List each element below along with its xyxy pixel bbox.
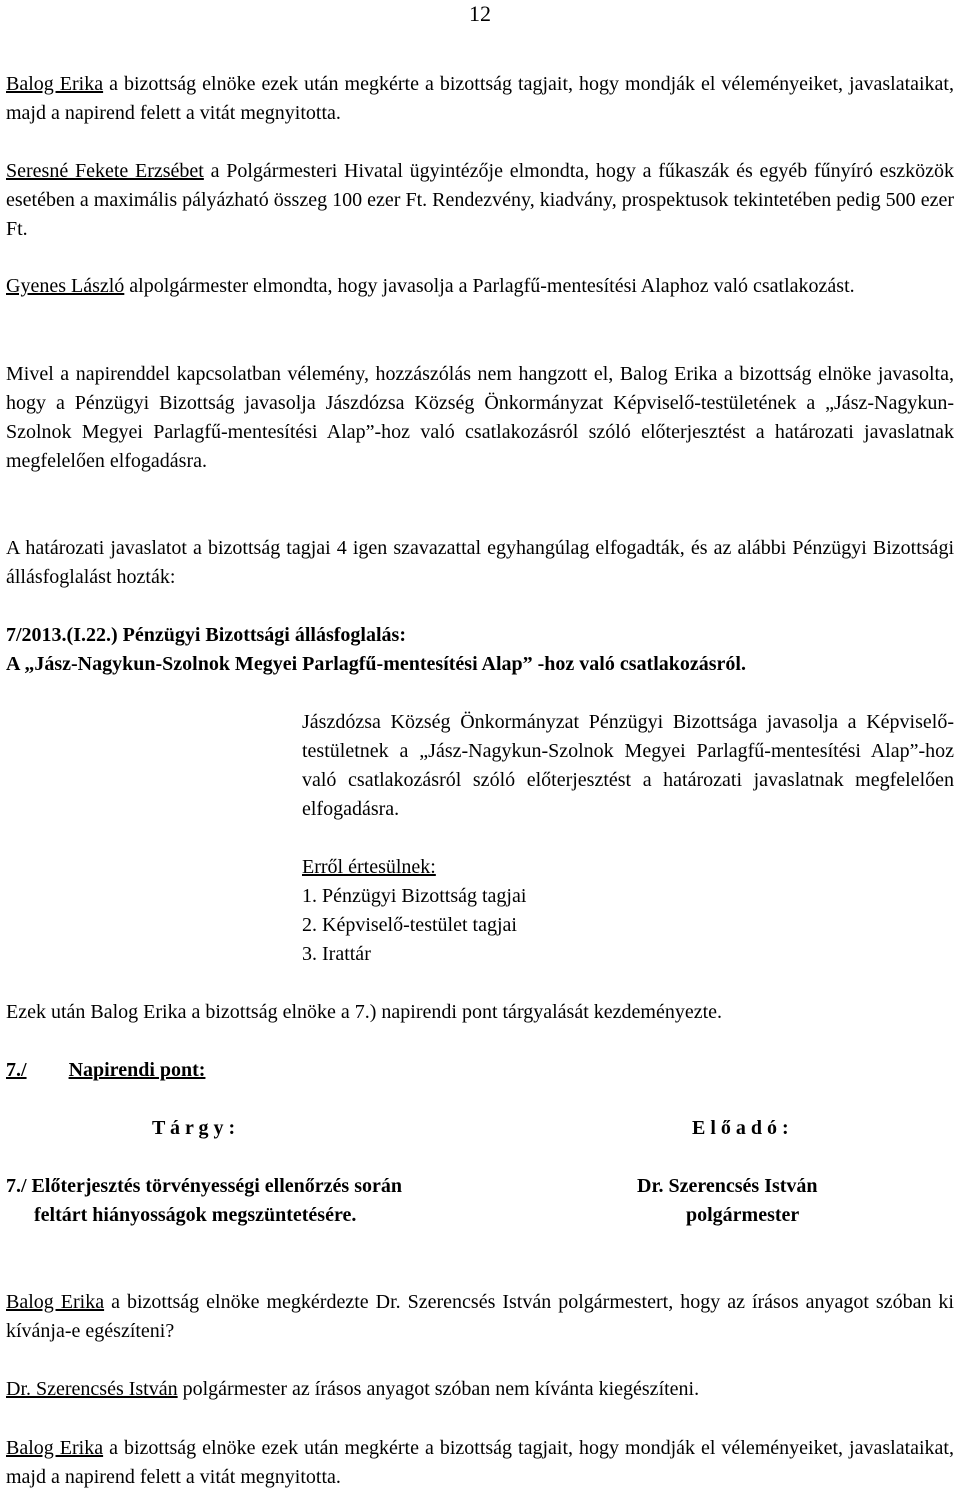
paragraph-2 [6, 157, 954, 244]
paragraph-text: a bizottság elnöke megkérdezte Dr. Szerencsés István polgármestert, hogy az írásos anyagot szóban ki kívánja-e egészíteni? [6, 1291, 954, 1342]
speaker-name: Dr. Szerencsés István [6, 1378, 178, 1400]
paragraph-5 [6, 534, 954, 592]
paragraph-6 [6, 998, 954, 1027]
paragraph-text: Mivel a napirenddel kapcsolatban vélemény, hozzászólás nem hangzott el, Balog Erika a bizottság elnöke javasolta, hogy a Pénzügyi Bizottság javasolja Jászdózsa Község Önkormányzat Képviselő-testületének a „Jász-Nagykun-Szolnok Megyei Parlagfű-mentesítési Alap”-hoz való csatlakozásról szóló előterjesztést a határozati javaslatnak megfelelően elfogadásra. [6, 363, 954, 472]
subject-line-1: 7./ Előterjesztés törvényességi ellenőrzés során [6, 1175, 402, 1197]
list-item: 2. Képviselő-testület tagjai [302, 914, 517, 936]
paragraph-text: a bizottság elnöke ezek után megkérte a bizottság tagjait, hogy mondják el véleményeiket, javaslataikat, majd a napirend felett a vitát megnyitotta. [6, 1437, 954, 1488]
paragraph-text: alpolgármester elmondta, hogy javasolja a Parlagfű-mentesítési Alaphoz való csatlakozást. [124, 275, 855, 297]
paragraph-text: polgármester az írásos anyagot szóban nem kívánta kiegészíteni. [177, 1378, 700, 1400]
speaker-name: Balog Erika [6, 73, 104, 95]
paragraph-text: a Polgármesteri Hivatal ügyintézője elmondta, hogy a fűkaszák és egyéb fűnyíró eszközök esetében a maximális pályázható összeg 100 ezer Ft. Rendezvény, kiadvány, prospektusok tekintetében pedig 500 ezer Ft. [6, 160, 955, 240]
paragraph-text: Ezek után Balog Erika a bizottság elnöke a 7.) napirendi pont tárgyalását kezdeményezte. [6, 1001, 723, 1023]
paragraph-3 [6, 272, 954, 301]
agenda-label: Napirendi pont: [68, 1059, 206, 1081]
paragraph-7 [6, 1288, 954, 1346]
paragraph-text: a bizottság elnöke ezek után megkérte a bizottság tagjait, hogy mondják el véleményeiket, javaslataikat, majd a napirend felett a vitát megnyitotta. [6, 73, 954, 124]
resolution-number: 7/2013.(I.22.) Pénzügyi Bizottsági állásfoglalás: [6, 624, 406, 646]
agenda-number: 7./ [6, 1059, 27, 1081]
presenter-title: polgármester [686, 1204, 800, 1226]
presenter-name: Dr. Szerencsés István [637, 1175, 818, 1197]
speaker-name: Balog Erika [6, 1291, 105, 1313]
paragraph-8 [6, 1375, 954, 1404]
paragraph-1 [6, 70, 954, 128]
paragraph-text: A határozati javaslatot a bizottság tagjai 4 igen szavazattal egyhangúlag elfogadták, és az alábbi Pénzügyi Bizottsági állásfoglalást hozták: [6, 537, 954, 588]
list-item: 1. Pénzügyi Bizottság tagjai [302, 885, 527, 907]
speaker-name: Seresné Fekete Erzsébet [6, 160, 204, 182]
presenter-label: E l ő a d ó : [692, 1117, 789, 1139]
page-number: 12 [469, 1, 491, 26]
subject-label: T á r g y : [152, 1117, 236, 1139]
subject-line-2: feltárt hiányosságok megszüntetésére. [34, 1204, 357, 1226]
resolution-body: Jászdózsa Község Önkormányzat Pénzügyi Bizottsága javasolja a Képviselő-testületnek a „Jász-Nagykun-Szolnok Megyei Parlagfű-mentesítési Alap”-hoz való csatlakozásról szóló előterjesztést a határozati javaslatnak megfelelően elfogadásra. [302, 711, 954, 820]
speaker-name: Balog Erika [6, 1437, 104, 1459]
agenda-heading [6, 1056, 252, 1085]
notify-heading: Erről értesülnek: [302, 856, 436, 878]
list-item: 3. Irattár [302, 943, 371, 965]
paragraph-4 [6, 360, 954, 476]
notify-list [302, 882, 526, 969]
paragraph-9 [6, 1434, 954, 1492]
resolution-title: A „Jász-Nagykun-Szolnok Megyei Parlagfű-mentesítési Alap” -hoz való csatlakozásról. [6, 653, 746, 675]
speaker-name: Gyenes László [6, 275, 125, 297]
